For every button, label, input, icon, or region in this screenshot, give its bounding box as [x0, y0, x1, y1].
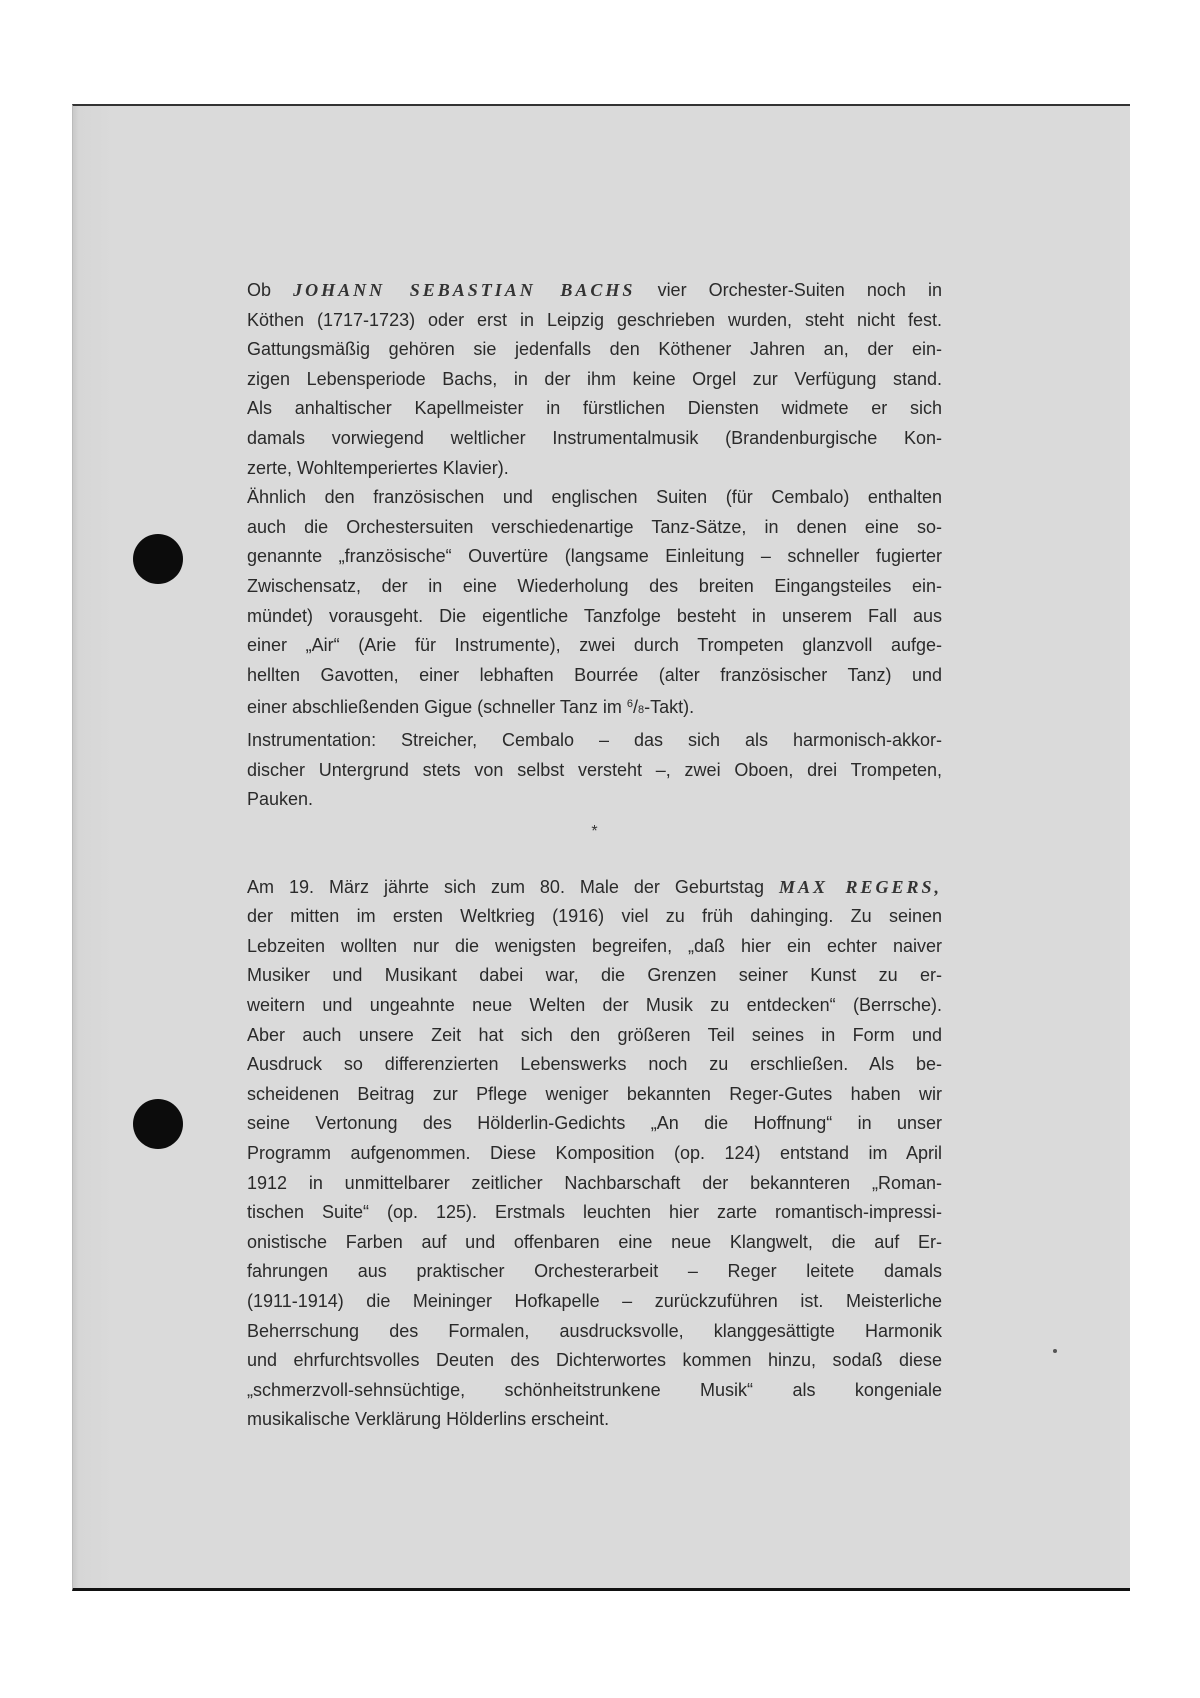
text-line: hellten Gavotten, einer lebhaften Bourrée (alter französischer Tanz) und	[247, 664, 942, 685]
text-line: einer „Air“ (Arie für Instrumente), zwei durch Trompeten glanzvoll aufge-	[247, 635, 942, 656]
text-line: 1912 in unmittelbarer zeitlicher Nachbarschaft der bekannteren „Roman-	[247, 1172, 942, 1193]
section-gap	[247, 847, 942, 873]
text-line: Gattungsmäßig gehören sie jedenfalls den Köthener Jahren an, der ein-	[247, 339, 942, 360]
text-line: Pauken.	[247, 789, 314, 810]
text-line: zigen Lebensperiode Bachs, in der ihm keine Orgel zur Verfügung stand.	[247, 368, 942, 389]
line-text: Am 19. März jährte sich zum 80. Male der Geburtstag	[247, 876, 764, 897]
text-line: fahrungen aus praktischer Orchesterarbeit – Reger leitete damals	[247, 1261, 942, 1282]
text-line	[247, 873, 942, 903]
text-line: Beherrschung des Formalen, ausdrucksvolle, klanggesättigte Harmonik	[247, 1320, 942, 1341]
text-line: und ehrfurchtsvolles Deuten des Dichterwortes kommen hinzu, sodaß diese	[247, 1350, 942, 1371]
text-line: Ausdruck so differenzierten Lebenswerks noch zu erschließen. Als be-	[247, 1054, 942, 1075]
text-line: tischen Suite“ (op. 125). Erstmals leuchten hier zarte romantisch-impressi-	[247, 1202, 942, 1223]
text-line: der mitten im ersten Weltkrieg (1916) viel zu früh dahinging. Zu seinen	[247, 906, 942, 927]
text-line: damals vorwiegend weltlicher Instrumentalmusik (Brandenburgische Kon-	[247, 427, 942, 448]
text-line: (1911-1914) die Meininger Hofkapelle – zurückzuführen ist. Meisterliche	[247, 1291, 942, 1311]
text-line: Ähnlich den französischen und englischen Suiten (für Cembalo) enthalten	[247, 487, 942, 508]
text-line: zerte, Wohltemperiertes Klavier).	[247, 457, 509, 478]
text-line: Lebzeiten wollten nur die wenigsten begreifen, „daß hier ein echter naiver	[247, 935, 942, 956]
paper-speck	[1053, 1349, 1057, 1353]
fraction-numerator: 6	[626, 698, 633, 711]
text-line: genannte „französische“ Ouvertüre (langsame Einleitung – schneller fugierter	[247, 546, 942, 567]
text-line: discher Untergrund stets von selbst versteht –, zwei Oboen, drei Trompeten,	[247, 759, 942, 780]
composer-name-bach: JOHANN SEBASTIAN BACHS	[293, 280, 636, 300]
text-line	[247, 690, 942, 726]
text-line: auch die Orchestersuiten verschiedenartige Tanz-Sätze, in denen eine so-	[247, 516, 942, 537]
text-line: Instrumentation: Streicher, Cembalo – das sich als harmonisch-akkor-	[247, 729, 942, 750]
text-line: Aber auch unsere Zeit hat sich den größeren Teil seines in Form und	[247, 1024, 942, 1045]
line-text: -Takt).	[644, 697, 695, 718]
bach-paragraph-2	[247, 483, 942, 726]
bach-paragraph-1	[247, 276, 942, 483]
line-text: einer abschließenden Gigue (schneller Tanz im	[247, 697, 627, 718]
section-separator: *	[591, 822, 598, 840]
fraction-denominator: 8	[638, 704, 645, 717]
text-line: Als anhaltischer Kapellmeister in fürstlichen Diensten widmete er sich	[247, 398, 942, 419]
text-line: mündet) vorausgeht. Die eigentliche Tanzfolge besteht in unserem Fall aus	[247, 605, 942, 626]
reger-paragraph	[247, 873, 942, 1435]
composer-name-reger: MAX REGERS,	[778, 876, 942, 897]
text-line: seine Vertonung des Hölderlin-Gedichts „An die Hoffnung“ in unser	[247, 1113, 942, 1134]
text-line	[247, 276, 942, 306]
text-line: Köthen (1717-1723) oder erst in Leipzig geschrieben wurden, steht nicht fest.	[247, 309, 942, 330]
fraction-slash: /	[633, 697, 639, 718]
text-line: „schmerzvoll-sehnsüchtige, schönheitstrunkene Musik“ als kongeniale	[247, 1379, 942, 1400]
bach-paragraph-3	[247, 726, 942, 815]
text-line: onistische Farben auf und offenbaren eine neue Klangwelt, die auf Er-	[247, 1231, 942, 1252]
line-text: vier Orchester-Suiten noch in	[657, 280, 942, 300]
text-line: Programm aufgenommen. Diese Komposition (op. 124) entstand im April	[247, 1143, 942, 1164]
punch-hole-top	[133, 534, 183, 584]
text-line: musikalische Verklärung Hölderlins erscheint.	[247, 1409, 610, 1430]
punch-hole-bottom	[133, 1099, 183, 1149]
text-line: weitern und ungeahnte neue Welten der Musik zu entdecken“ (Berrsche).	[247, 995, 942, 1016]
intro-word: Ob	[247, 280, 272, 300]
text-line: Zwischensatz, der in eine Wiederholung des breiten Eingangsteiles ein-	[247, 575, 942, 596]
document-body	[247, 276, 942, 1435]
text-line: Musiker und Musikant dabei war, die Grenzen seiner Kunst zu er-	[247, 965, 942, 986]
text-line: scheidenen Beitrag zur Pflege weniger bekannten Reger-Gutes haben wir	[247, 1083, 942, 1104]
